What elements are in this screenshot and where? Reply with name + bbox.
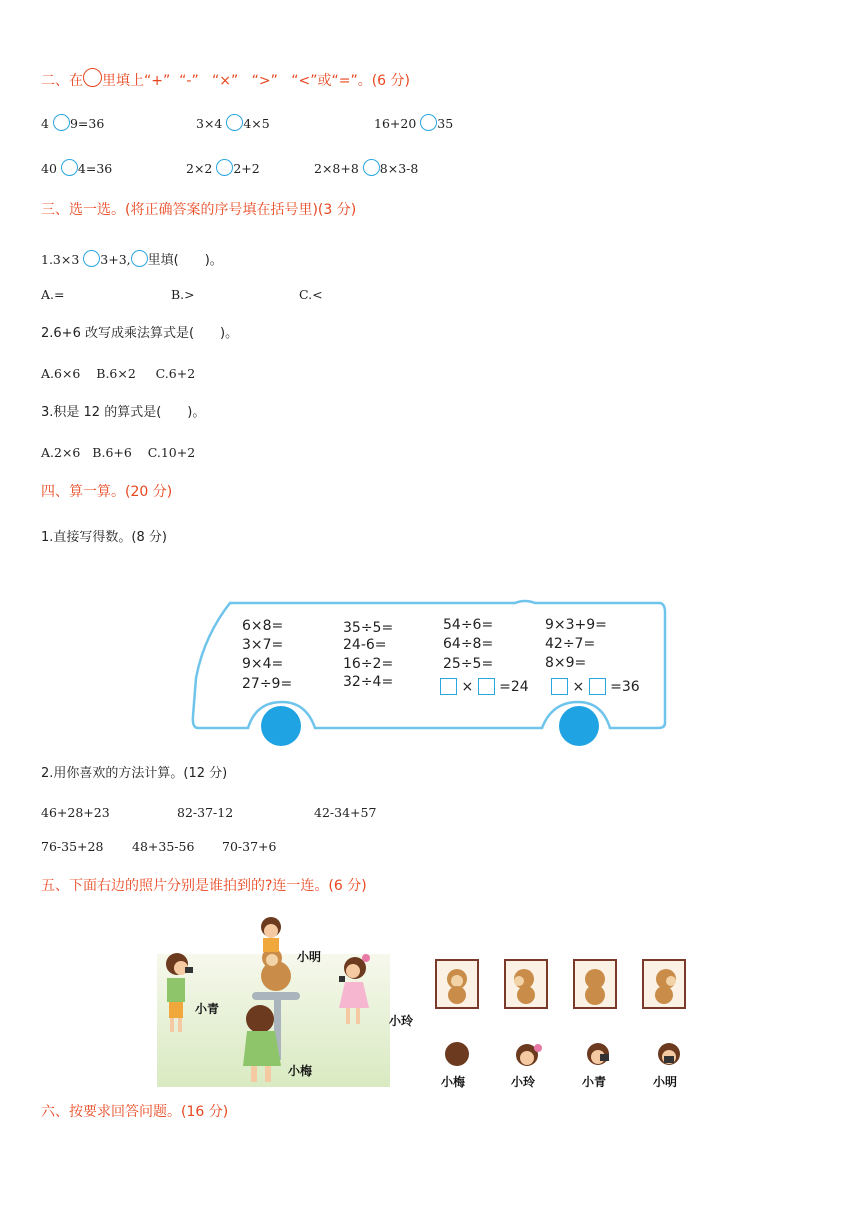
bus-eq: 27÷9=	[242, 676, 293, 692]
bus-eq: 6×8=	[242, 618, 284, 634]
answer-circle[interactable]	[53, 114, 70, 131]
bus-eq: 24-6=	[343, 637, 387, 653]
bus-eq: 42÷7=	[545, 636, 596, 652]
section3-title: 三、选一选。(将正确答案的序号填在括号里)(3 分)	[41, 202, 357, 218]
section5-title: 五、下面右边的照片分别是谁拍到的?连一连。(6 分)	[41, 878, 367, 894]
answer-box[interactable]	[551, 678, 568, 695]
bus-eq: 35÷5=	[343, 620, 394, 636]
answer-circle[interactable]	[131, 250, 148, 267]
section2-title: 二、在 里填上“+” “-” “×” “>” “<”或“=”。(6 分)	[41, 68, 410, 89]
s2-item-4: 40 4=36	[41, 161, 113, 176]
kid-xiaoqing-face[interactable]	[582, 1040, 614, 1068]
circle-icon	[83, 68, 102, 87]
answer-circle[interactable]	[420, 114, 437, 131]
answer-box[interactable]	[478, 678, 495, 695]
monkey-photo-front[interactable]	[435, 959, 479, 1009]
calc-item: 46+28+23	[41, 805, 110, 820]
stool-icon	[252, 992, 300, 1000]
s3-q2-options: A.6×6 B.6×2 C.6+2	[41, 366, 196, 381]
scene-label-mei: 小梅	[288, 1064, 313, 1078]
calc-item: 70-37+6	[222, 839, 277, 854]
scene-illustration	[157, 916, 390, 1087]
bus-wheel	[559, 706, 599, 746]
s2-item-2: 3×4 4×5	[196, 116, 270, 131]
bus-eq: 3×7=	[242, 637, 284, 653]
bus-eq: 64÷8=	[443, 636, 494, 652]
section4-title: 四、算一算。(20 分)	[41, 484, 173, 500]
bus-eq: 25÷5=	[443, 656, 494, 672]
bus-eq: 9×4=	[242, 656, 284, 672]
answer-circle[interactable]	[216, 159, 233, 176]
answer-circle[interactable]	[83, 250, 100, 267]
calc-item: 76-35+28	[41, 839, 104, 854]
kid-label: 小梅	[441, 1075, 466, 1089]
calc-item: 48+35-56	[132, 839, 195, 854]
bus-eq: 54÷6=	[443, 617, 494, 633]
s4-sub2: 2.用你喜欢的方法计算。(12 分)	[41, 766, 228, 781]
s3-q1-opt-a: A.=	[41, 287, 65, 302]
bus-eq: 9×3+9=	[545, 617, 607, 633]
calc-item: 82-37-12	[177, 805, 234, 820]
s4-sub1: 1.直接写得数。(8 分)	[41, 530, 167, 545]
monkey-photo-back[interactable]	[573, 959, 617, 1009]
bus-eq: 8×9=	[545, 655, 587, 671]
monkey-photo-other-side[interactable]	[642, 959, 686, 1009]
s2-item-1: 4 9=36	[41, 116, 105, 131]
bus-box-eq-1: × =24	[440, 678, 529, 695]
answer-box[interactable]	[589, 678, 606, 695]
s3-q1-opt-c: C.<	[299, 287, 323, 302]
kid-xiaomei-icon	[246, 1005, 274, 1033]
answer-circle[interactable]	[61, 159, 78, 176]
calc-item: 42-34+57	[314, 805, 377, 820]
kid-xiaoling-face[interactable]	[511, 1040, 545, 1068]
bus-eq: 32÷4=	[343, 674, 394, 690]
s3-q1-opt-b: B.>	[171, 287, 195, 302]
bus-wheel	[261, 706, 301, 746]
s2-item-3: 16+20 35	[374, 116, 454, 131]
s3-q1: 1.3×3 3+3, 里填( )。	[41, 252, 223, 268]
bus-eq: 16÷2=	[343, 656, 394, 672]
kid-xiaoming-face[interactable]	[653, 1040, 685, 1068]
s3-q3-options: A.2×6 B.6+6 C.10+2	[41, 445, 196, 460]
answer-circle[interactable]	[363, 159, 380, 176]
s2-item-5: 2×2 2+2	[186, 161, 260, 176]
scene-label-ming: 小明	[297, 950, 322, 964]
kid-label: 小玲	[511, 1075, 536, 1089]
s3-q3: 3.积是 12 的算式是( )。	[41, 405, 206, 420]
s3-q2: 2.6+6 改写成乘法算式是( )。	[41, 326, 239, 341]
scene-label-ling: 小玲	[389, 1014, 414, 1028]
answer-circle[interactable]	[226, 114, 243, 131]
bus-box-eq-2: × =36	[551, 678, 640, 695]
kid-label: 小明	[653, 1075, 678, 1089]
scene-label-qing: 小青	[195, 1002, 220, 1016]
kid-label: 小青	[582, 1075, 607, 1089]
answer-box[interactable]	[440, 678, 457, 695]
monkey-photo-side[interactable]	[504, 959, 548, 1009]
section6-title: 六、按要求回答问题。(16 分)	[41, 1104, 229, 1120]
s2-item-6: 2×8+8 8×3-8	[314, 161, 419, 176]
kid-xiaomei-face[interactable]	[441, 1040, 473, 1068]
